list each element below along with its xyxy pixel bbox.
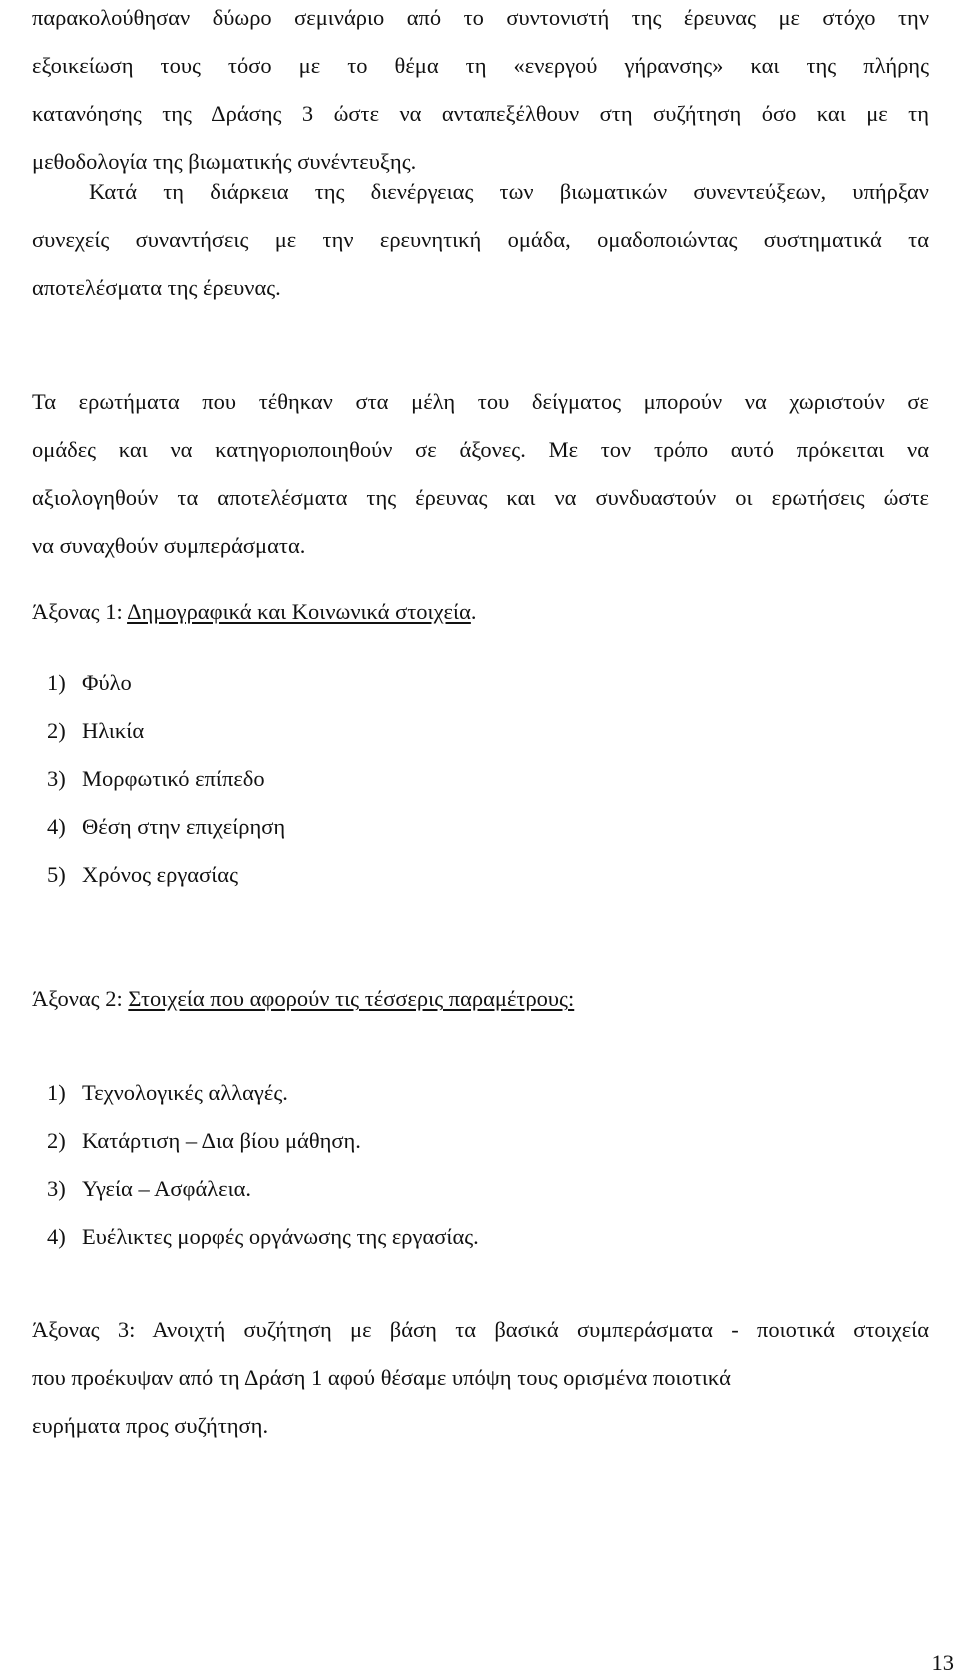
- list-item: 3) Μορφωτικό επίπεδο: [47, 766, 265, 791]
- axis-1-prefix: Άξονας 1:: [32, 599, 128, 624]
- text-line: κατανόησης της Δράσης 3 ώστε να ανταπεξέλθουν στη συζήτηση όσο και με τη: [32, 101, 929, 126]
- paragraph-interviews: [32, 168, 929, 312]
- text-line: μεθοδολογία της βιωματικής συνέντευξης.: [32, 149, 417, 174]
- text-line: εξοικείωση τους τόσο με το θέμα τη «ενεργού γήρανσης» και της πλήρης: [32, 53, 929, 78]
- list-item: 2) Ηλικία: [47, 718, 145, 743]
- axis-2-heading: [32, 975, 929, 1023]
- axis-1-suffix: .: [470, 599, 477, 624]
- list-item: 1) Τεχνολογικές αλλαγές.: [47, 1080, 288, 1105]
- text-line: αξιολογηθούν τα αποτελέσματα της έρευνας και να συνδυαστούν οι ερωτήσεις ώστε: [32, 485, 929, 510]
- list-item: 3) Υγεία – Ασφάλεια.: [47, 1176, 252, 1201]
- text-line: συνεχείς συναντήσεις με την ερευνητική ομάδα, ομαδοποιώντας συστηματικά τα: [32, 227, 929, 252]
- text-line: αποτελέσματα της έρευνας.: [32, 275, 281, 300]
- text-line: που προέκυψαν από τη Δράση 1 αφού θέσαμε υπόψη τους ορισμένα ποιοτικά: [32, 1365, 731, 1390]
- text-line: να συναχθούν συμπεράσματα.: [32, 533, 306, 558]
- axis-1-heading: [32, 588, 929, 636]
- text-line: Κατά τη διάρκεια της διενέργειας των βιωματικών συνεντεύξεων, υπήρξαν: [89, 179, 929, 204]
- axis-3-paragraph: [32, 1306, 929, 1450]
- text-line: παρακολούθησαν δύωρο σεμινάριο από το συντονιστή της έρευνας με στόχο την: [32, 5, 929, 30]
- list-item: 5) Χρόνος εργασίας: [47, 862, 238, 887]
- page-number: 13: [931, 1650, 954, 1675]
- axis-1-title: Δημογραφικά και Κοινωνικά στοιχεία: [127, 599, 471, 624]
- paragraph-intro: [32, 0, 929, 186]
- paragraph-questions: [32, 378, 929, 570]
- list-item: 2) Κατάρτιση – Δια βίου μάθηση.: [47, 1128, 361, 1153]
- axis-1-list: [47, 659, 285, 899]
- text-line: Άξονας 3: Ανοιχτή συζήτηση με βάση τα βασικά συμπεράσματα - ποιοτικά στοιχεία: [32, 1317, 929, 1342]
- axis-2-title: Στοιχεία που αφορούν τις τέσσερις παραμέτρους:: [128, 986, 575, 1011]
- axis-2-list: [47, 1069, 479, 1261]
- text-line: ομάδες και να κατηγοριοποιηθούν σε άξονες. Με τον τρόπο αυτό πρόκειται να: [32, 437, 929, 462]
- text-line: ευρήματα προς συζήτηση.: [32, 1413, 269, 1438]
- text-line: Τα ερωτήματα που τέθηκαν στα μέλη του δείγματος μπορούν να χωριστούν σε: [32, 389, 929, 414]
- list-item: 4) Ευέλικτες μορφές οργάνωσης της εργασίας.: [47, 1224, 479, 1249]
- axis-2-prefix: Άξονας 2:: [32, 986, 129, 1011]
- list-item: 4) Θέση στην επιχείρηση: [47, 814, 286, 839]
- list-item: 1) Φύλο: [47, 670, 132, 695]
